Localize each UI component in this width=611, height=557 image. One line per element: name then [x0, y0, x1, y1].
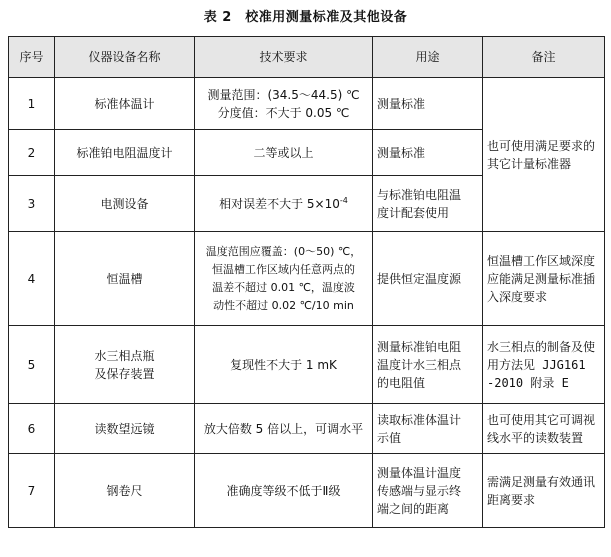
technical-requirement: 相对误差不大于 $5\times 10^{-4}$: [195, 176, 373, 232]
note: 恒温槽工作区域深度 应能满足测量标准插 入深度要求: [483, 232, 605, 326]
row-number: 4: [9, 232, 55, 326]
equipment-use: 测量标准铂电阻 温度计水三相点 的电阻值: [373, 326, 483, 404]
technical-requirement: 温度范围应覆盖：(0～50) ℃， 恒温槽工作区域内任意两点的 温差不超过 0.01 ℃，温度波 动性不超过 0.02 ℃/10 min: [195, 232, 373, 326]
equipment-table: [8, 36, 605, 528]
header-row: [9, 37, 605, 78]
table-row: [9, 454, 605, 528]
row-number: 7: [9, 454, 55, 528]
equipment-name: 读数望远镜: [55, 404, 195, 454]
merged-note: 也可使用满足要求的 其它计量标准器: [483, 78, 605, 232]
header-no: 序号: [9, 37, 55, 78]
note: 水三相点的制备及使 用方法见 JJG161 -2010 附录 E: [483, 326, 605, 404]
technical-requirement: 测量范围：(34.5～44.5) ℃ 分度值：不大于 0.05 ℃: [195, 78, 373, 130]
table-row: [9, 326, 605, 404]
table-caption: 表 2 校准用测量标准及其他设备: [203, 10, 408, 25]
technical-requirement: 放大倍数 5 倍以上，可调水平: [195, 404, 373, 454]
table-row: [9, 404, 605, 454]
note: 也可使用其它可调视 线水平的读数装置: [483, 404, 605, 454]
equipment-name: 电测设备: [55, 176, 195, 232]
equipment-name: 标准体温计: [55, 78, 195, 130]
table-row: [9, 232, 605, 326]
row-number: 6: [9, 404, 55, 454]
header-requirement: 技术要求: [195, 37, 373, 78]
exponent: -4: [339, 195, 348, 205]
equipment-use: 提供恒定温度源: [373, 232, 483, 326]
equipment-use: 测量标准: [373, 130, 483, 176]
technical-requirement: 复现性不大于 1 mK: [195, 326, 373, 404]
technical-requirement: 二等或以上: [195, 130, 373, 176]
header-use: 用途: [373, 37, 483, 78]
header-note: 备注: [483, 37, 605, 78]
row-number: 1: [9, 78, 55, 130]
table-row: [9, 78, 605, 130]
equipment-name: 恒温槽: [55, 232, 195, 326]
equipment-use: 测量体温计温度 传感端与显示终 端之间的距离: [373, 454, 483, 528]
equipment-name: 标准铂电阻温度计: [55, 130, 195, 176]
equipment-use: 读取标准体温计 示值: [373, 404, 483, 454]
equipment-use: 与标准铂电阻温 度计配套使用: [373, 176, 483, 232]
row-number: 2: [9, 130, 55, 176]
equipment-use: 测量标准: [373, 78, 483, 130]
row-number: 5: [9, 326, 55, 404]
technical-requirement: 准确度等级不低于Ⅱ级: [195, 454, 373, 528]
equipment-name: 钢卷尺: [55, 454, 195, 528]
note: 需满足测量有效通讯 距离要求: [483, 454, 605, 528]
equipment-name: 水三相点瓶 及保存装置: [55, 326, 195, 404]
header-name: 仪器设备名称: [55, 37, 195, 78]
row-number: 3: [9, 176, 55, 232]
